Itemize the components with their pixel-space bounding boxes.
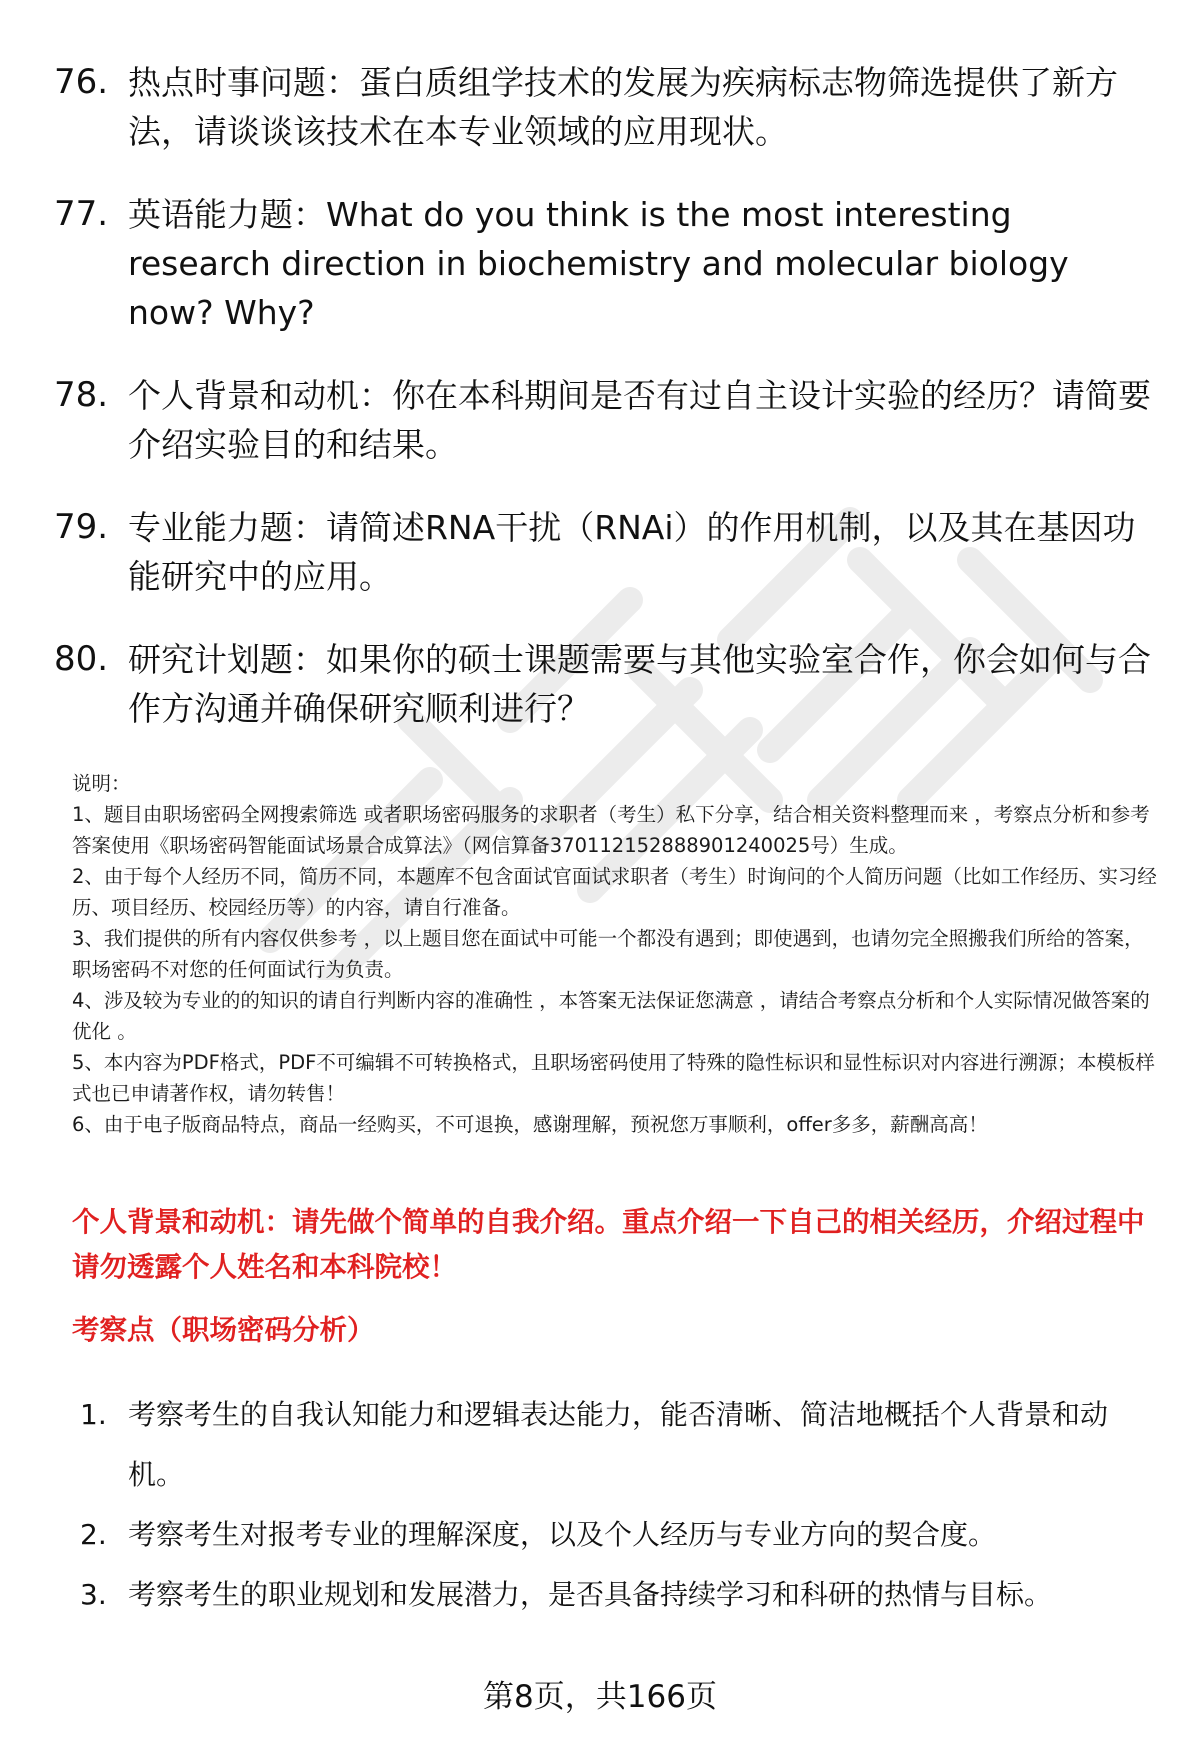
point-number: 3. [80,1578,107,1611]
note-item: 6、由于电子版商品特点，商品一经购买，不可退换，感谢理解，预祝您万事顺利，offer多多，薪酬高高！ [72,1113,988,1136]
question-item [54,371,1164,469]
analysis-point [80,1505,1160,1565]
analysis-heading: 考察点（职场密码分析） [72,1314,375,1346]
question-text: 英语能力题：What do you think is the most interesting research direction in biochemistry and molecular biology now? Why? [128,195,1069,332]
question-number: 77. [54,194,109,234]
analysis-point [80,1385,1160,1505]
question-number: 80. [54,639,109,679]
question-number: 79. [54,507,109,547]
question-item [54,58,1164,156]
point-number: 1. [80,1398,107,1431]
point-text: 考察考生的自我认知能力和逻辑表达能力，能否清晰、简洁地概括个人背景和动机。 [128,1398,1109,1491]
question-list [54,58,1164,767]
question-text: 研究计划题：如果你的硕士课题需要与其他实验室合作，你会如何与合作方沟通并确保研究顺利进行？ [128,640,1151,728]
point-text: 考察考生对报考专业的理解深度，以及个人经历与专业方向的契合度。 [128,1518,997,1551]
notes-heading: 说明： [72,772,131,795]
note-item: 4、涉及较为专业的的知识的请自行判断内容的准确性 ，本答案无法保证您满意 ，请结合考察点分析和个人实际情况做答案的优化 。 [72,989,1150,1043]
question-text: 专业能力题：请简述RNA干扰（RNAi）的作用机制，以及其在基因功能研究中的应用。 [128,508,1136,596]
analysis-point [80,1565,1160,1625]
question-item [54,635,1164,733]
question-text: 个人背景和动机：你在本科期间是否有过自主设计实验的经历？请简要介绍实验目的和结果。 [128,376,1151,464]
point-text: 考察考生的职业规划和发展潜力，是否具备持续学习和科研的热情与目标。 [128,1578,1053,1611]
note-item: 1、题目由职场密码全网搜索筛选 或者职场密码服务的求职者（考生）私下分享，结合相关资料整理而来 ，考察点分析和参考答案使用《职场密码智能面试场景合成算法》（网信算备370112152888901240025号）生成。 [72,803,1150,857]
question-number: 76. [54,62,109,102]
note-item: 2、由于每个人经历不同，简历不同，本题库不包含面试官面试求职者（考生）时询问的个人简历问题（比如工作经历、实习经历、项目经历、校园经历等）的内容，请自行准备。 [72,865,1157,919]
question-item [54,503,1164,601]
disclaimer-notes [72,768,1162,1140]
highlighted-question: 个人背景和动机：请先做个简单的自我介绍。重点介绍一下自己的相关经历，介绍过程中请勿透露个人姓名和本科院校！ [72,1206,1145,1283]
note-item: 3、我们提供的所有内容仅供参考 ，以上题目您在面试中可能一个都没有遇到；即使遇到，也请勿完全照搬我们所给的答案，职场密码不对您的任何面试行为负责。 [72,927,1144,981]
note-item: 5、本内容为PDF格式，PDF不可编辑不可转换格式，且职场密码使用了特殊的隐性标识和显性标识对内容进行溯源；本模板样式也已申请著作权，请勿转售！ [72,1051,1155,1105]
question-item [54,190,1164,337]
point-number: 2. [80,1518,107,1551]
question-text: 热点时事问题：蛋白质组学技术的发展为疾病标志物筛选提供了新方法，请谈谈该技术在本专业领域的应用现状。 [128,63,1118,151]
analysis-points [80,1385,1160,1625]
question-number: 78. [54,375,109,415]
page-footer: 第8页，共166页 [483,1679,717,1715]
